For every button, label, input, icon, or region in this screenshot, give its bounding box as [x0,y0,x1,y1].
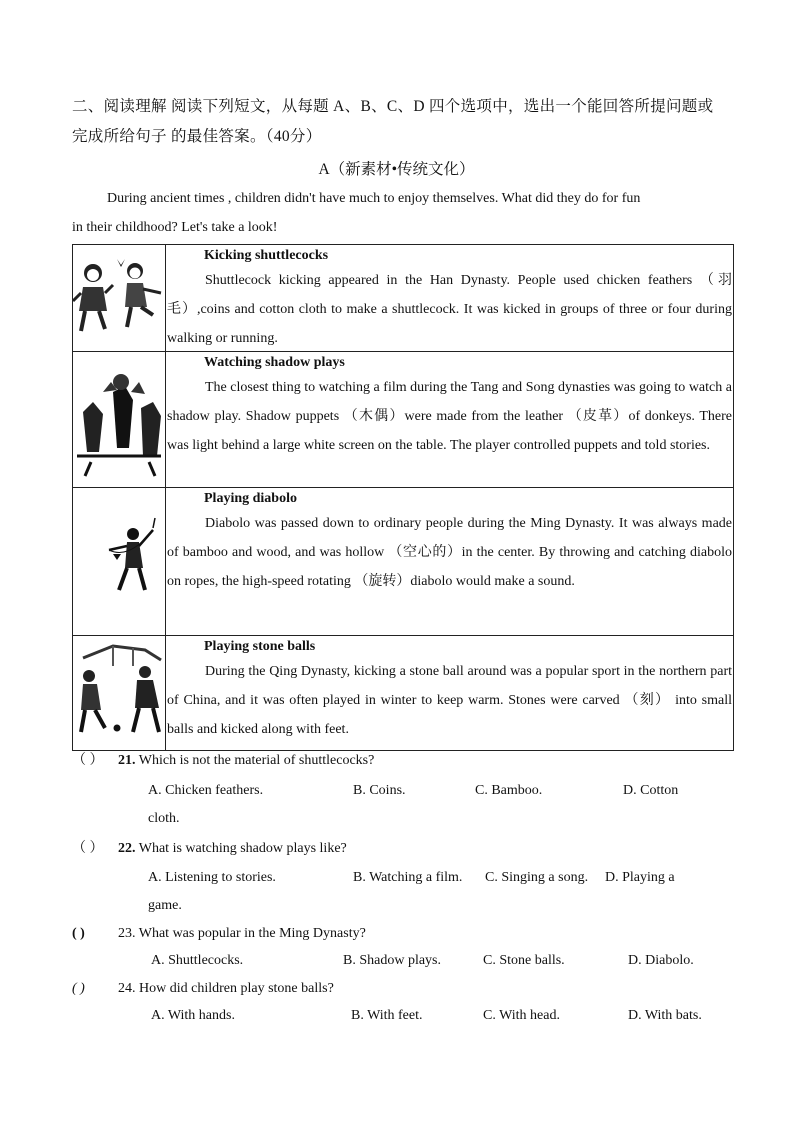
option-b[interactable]: B. Watching a film. [353,870,463,885]
games-table [72,244,734,751]
option-c[interactable]: C. With head. [483,1008,560,1023]
question-number: 22. [118,841,136,856]
answer-blank[interactable]: （ ） [72,841,104,856]
option-a[interactable]: A. Chicken feathers. [148,783,264,798]
shadow-puppets-illustration [73,352,165,487]
question-text: Which is not the material of shuttlecocks? [138,753,375,768]
row-title: Playing stone balls [204,639,316,654]
section-heading-continued: 完成所给句子 的最佳答案。（40分） [72,128,322,145]
passage-title: A（新素材•传统文化） [318,161,475,178]
row-title: Watching shadow plays [204,355,345,370]
text-cell [166,636,734,751]
option-b[interactable]: B. Shadow plays. [343,953,441,968]
option-b[interactable]: B. Coins. [353,783,406,798]
table-row [73,352,734,488]
option-d[interactable]: D. Playing a [605,870,675,885]
children-kicking-stone-ball-illustration [73,636,165,750]
row-title: Playing diabolo [204,491,297,506]
question-number: 21. [118,753,136,768]
answer-blank[interactable]: ( ) [72,981,85,996]
text-cell [166,488,734,636]
image-cell [73,636,166,751]
diabolo-player-illustration [73,488,165,635]
question-22 [72,840,732,858]
option-a[interactable]: A. Shuttlecocks. [151,953,244,968]
option-c[interactable]: C. Singing a song. [485,870,589,885]
answer-blank[interactable]: ( ) [72,926,85,941]
image-cell [73,352,166,488]
question-text: What was popular in the Ming Dynasty? [138,926,366,941]
text-cell [166,352,734,488]
option-c[interactable]: C. Bamboo. [475,783,543,798]
question-21 [72,752,732,770]
question-24 [72,980,732,998]
table-row [73,636,734,751]
row-body: Diabolo was passed down to ordinary people during the Ming Dynasty. It was always made of bamboo and wood, and was hollow （空心的）in the center. By throwing and catching diabolo on ropes, the high-speed rotating （旋转）diabolo would make a sound. [167,516,732,589]
row-body: Shuttlecock kicking appeared in the Han Dynasty. People used chicken feathers （羽毛）,coins and cotton cloth to make a shuttlecock. It was kicked in groups of three or four during walking or running. [167,273,732,346]
option-d-continued: game. [148,898,182,913]
intro-line-1: During ancient times , children didn't have much to enjoy themselves. What did they do for fun [107,191,641,206]
option-a[interactable]: A. Listening to stories. [148,870,276,885]
option-b[interactable]: B. With feet. [351,1008,423,1023]
text-cell [166,245,734,352]
table-row [73,245,734,352]
question-number: 24. [118,981,136,996]
image-cell [73,245,166,352]
option-d[interactable]: D. With bats. [628,1008,702,1023]
option-c[interactable]: C. Stone balls. [483,953,565,968]
image-cell [73,488,166,636]
row-title: Kicking shuttlecocks [204,248,329,263]
answer-blank[interactable]: （ ） [72,753,104,768]
question-number: 23. [118,926,136,941]
intro-line-2: in their childhood? Let's take a look! [72,220,278,235]
row-body: The closest thing to watching a film during the Tang and Song dynasties was going to watch a shadow play. Shadow puppets （木偶）were made from the leather （皮革）of donkeys. There was light behind a large white screen on the table. The player controlled puppets and told stories. [167,380,732,453]
question-text: What is watching shadow plays like? [138,841,347,856]
option-d[interactable]: D. Diabolo. [628,953,694,968]
question-23 [72,925,732,943]
question-text: How did children play stone balls? [139,981,334,996]
option-d-continued: cloth. [148,811,180,826]
option-d[interactable]: D. Cotton [623,783,679,798]
section-heading: 二、阅读理解 阅读下列短文，从每题 A、B、C、D 四个选项中，选出一个能回答所提问题或 [72,98,714,115]
row-body: During the Qing Dynasty, kicking a stone ball around was a popular sport in the northern part of China, and it was often played in winter to keep warm. Stones were carved （刻） into small balls and kicked along with feet. [167,664,732,737]
option-a[interactable]: A. With hands. [151,1008,235,1023]
table-row [73,488,734,636]
children-playing-shuttlecock-illustration [73,245,165,351]
